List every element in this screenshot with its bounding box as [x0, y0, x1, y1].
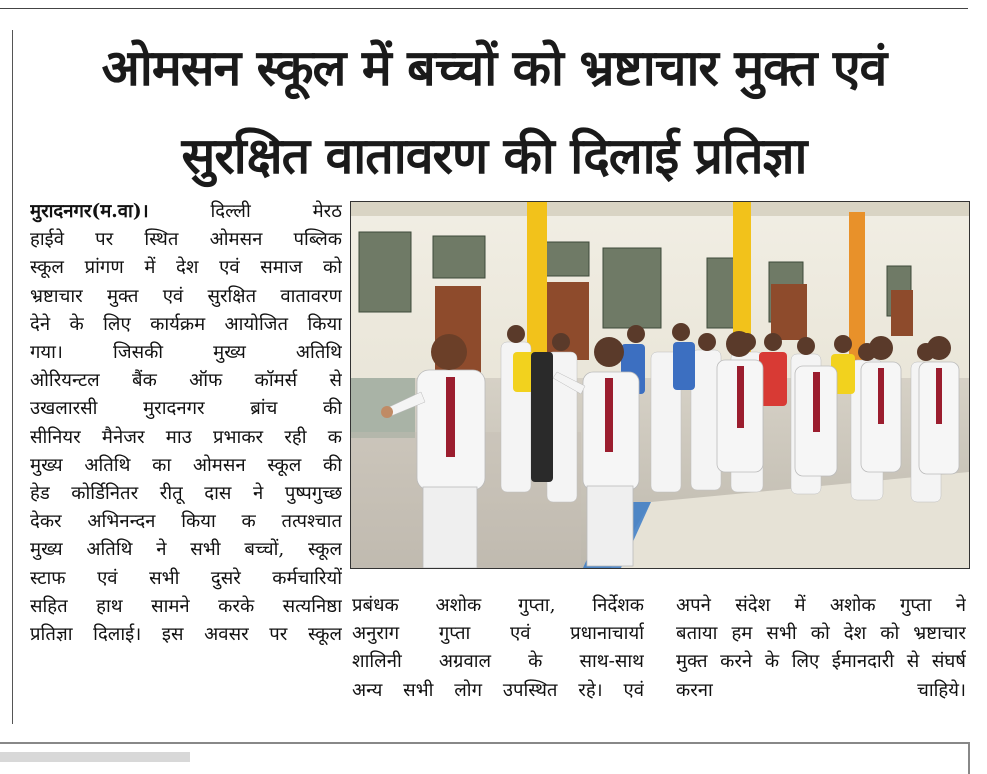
article-line: प्रतिज्ञा दिलाई। इस अवसर पर स्कूल — [30, 624, 342, 646]
headline-line-1: ओमसन स्कूल में बच्चों को भ्रष्टाचार मुक्त एवं — [101, 39, 887, 97]
article-line: मुक्त करने के लिए ईमानदारी से संघर्ष — [676, 651, 966, 673]
article-column-1 — [30, 198, 342, 649]
headline-line-2: सुरक्षित वातावरण की दिलाई प्रतिज्ञा — [181, 127, 807, 185]
left-column-rule — [12, 30, 13, 724]
top-rule — [0, 8, 968, 9]
article-line: हाईवे पर स्थित ओमसन पब्लिक — [30, 229, 342, 251]
article-column-3 — [676, 592, 966, 705]
article-line: ओरियन्टल बैंक ऑफ कॉमर्स से — [30, 370, 342, 392]
article-line: शालिनी अग्रवाल के साथ-साथ — [352, 651, 644, 673]
article-line: बताया हम सभी को देश को भ्रष्टाचार — [676, 623, 966, 645]
article-line: अन्य सभी लोग उपस्थित रहे। एवं — [352, 679, 644, 701]
article-line: अनुराग गुप्ता एवं प्रधानाचार्या — [352, 623, 644, 645]
article-column-2 — [352, 592, 644, 705]
article-line: दिल्ली मेरठ — [148, 201, 342, 222]
article-line: सहित हाथ सामने करके सत्यनिष्ठा — [30, 595, 342, 617]
article-line: हेड कोर्डिनितर रीतू दास ने पुष्पगुच्छ — [30, 483, 342, 505]
article-line: स्टाफ एवं सभी दुसरे कर्मचारियों — [30, 567, 342, 589]
article-line: गया। जिसकी मुख्य अतिथि — [30, 342, 342, 364]
dateline: मुरादनगर(म.वा)। — [30, 201, 149, 222]
article-line: स्कूल प्रांगण में देश एवं समाज को — [30, 257, 342, 279]
article-line: मुख्य अतिथि का ओमसन स्कूल की — [30, 454, 342, 476]
article-line: करना चाहिये। — [676, 679, 966, 701]
photo-illustration — [351, 202, 969, 568]
article-line: भ्रष्टाचार मुक्त एवं सुरक्षित वातावरण — [30, 285, 342, 307]
article-line: देने के लिए कार्यक्रम आयोजित किया — [30, 313, 342, 335]
article-line: अपने संदेश में अशोक गुप्ता ने — [676, 595, 966, 616]
news-photo — [350, 201, 970, 569]
next-article-strip — [0, 752, 190, 762]
article-line: मुख्य अतिथि ने सभी बच्चों, स्कूल — [30, 539, 342, 561]
article-line: उखलारसी मुरादनगर ब्रांच की — [30, 398, 342, 420]
article-line: देकर अभिनन्दन किया क तत्पश्चात — [30, 511, 342, 533]
article-line: प्रबंधक अशोक गुप्ता, निर्देशक — [352, 595, 644, 616]
article-first-line — [30, 198, 342, 226]
article-line: सीनियर मैनेजर माउ प्रभाकर रही क — [30, 426, 342, 448]
